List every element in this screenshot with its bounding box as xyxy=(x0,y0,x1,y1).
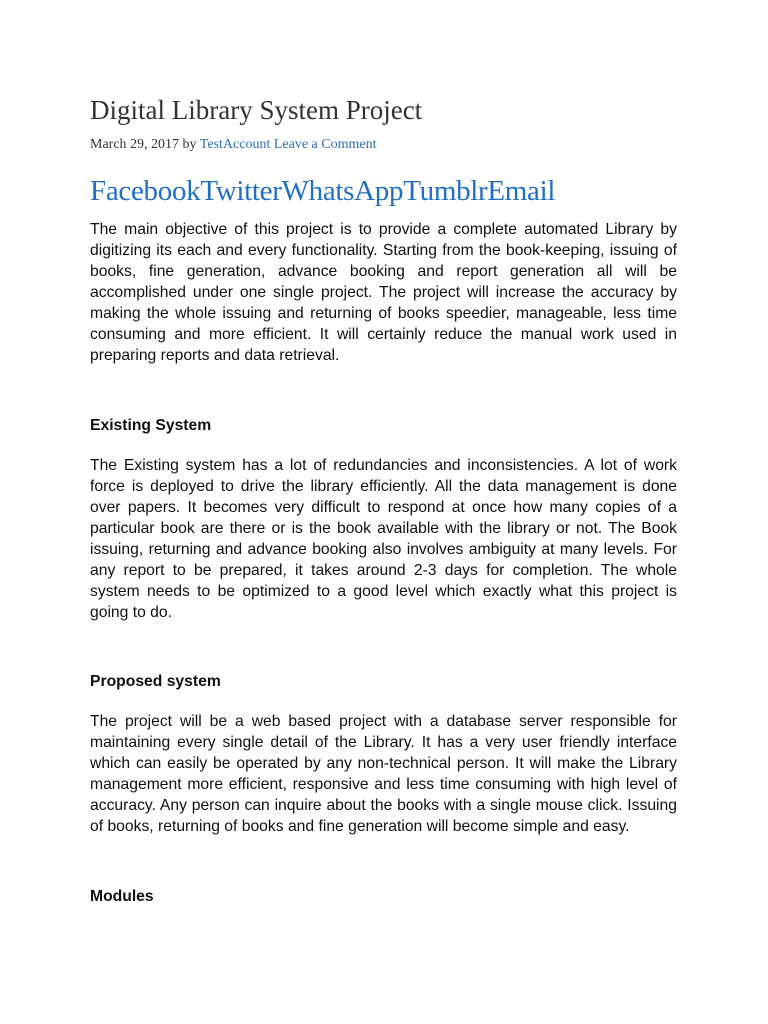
share-links xyxy=(90,172,555,210)
existing-system-paragraph: The Existing system has a lot of redundancies and inconsistencies. A lot of work force is deployed to drive the library efficiently. All the data management is done over papers. It becomes very difficult to respond at once how many copies of a particular book are there or is the book available with the library or not. The Book issuing, returning and advance booking also involves ambiguity at many levels. For any report to be prepared, it takes around 2-3 days for completion. The whole system needs to be optimized to a good level which exactly what this project is going to do. xyxy=(90,457,677,621)
section-heading-modules: Modules xyxy=(90,888,154,905)
share-email-link[interactable]: Email xyxy=(487,175,556,207)
leave-comment-link[interactable]: Leave a Comment xyxy=(273,137,377,152)
proposed-system-paragraph: The project will be a web based project with a database server responsible for maintaining every single detail of the Library. It has a very user friendly interface which can easily be operated by any non-technical person. It will make the Library management more efficient, responsive and less time consuming with high level of accuracy. Any person can inquire about the books with a single mouse click. Issuing of books, returning of books and fine generation will become simple and easy. xyxy=(90,713,677,835)
post-meta xyxy=(90,136,377,154)
share-twitter-link[interactable]: Twitter xyxy=(200,175,282,207)
share-whatsapp-link[interactable]: WhatsApp xyxy=(281,175,404,207)
section-heading-existing-system: Existing System xyxy=(90,417,212,434)
intro-paragraph: The main objective of this project is to provide a complete automated Library by digitizing its each and every functionality. Starting from the book-keeping, issuing of books, fine generation, advance booking and report generation all will be accomplished under one single project. The project will increase the accuracy by making the whole issuing and returning of books speedier, manageable, less time consuming and more efficient. It will certainly reduce the manual work used in preparing reports and data retrieval. xyxy=(90,221,677,364)
page-title: Digital Library System Project xyxy=(90,95,423,125)
author-link[interactable]: TestAccount xyxy=(199,137,271,152)
section-heading-proposed-system: Proposed system xyxy=(90,673,221,690)
share-tumblr-link[interactable]: Tumblr xyxy=(403,175,488,207)
share-facebook-link[interactable]: Facebook xyxy=(90,175,201,207)
post-date-byline: March 29, 2017 by xyxy=(90,137,200,152)
